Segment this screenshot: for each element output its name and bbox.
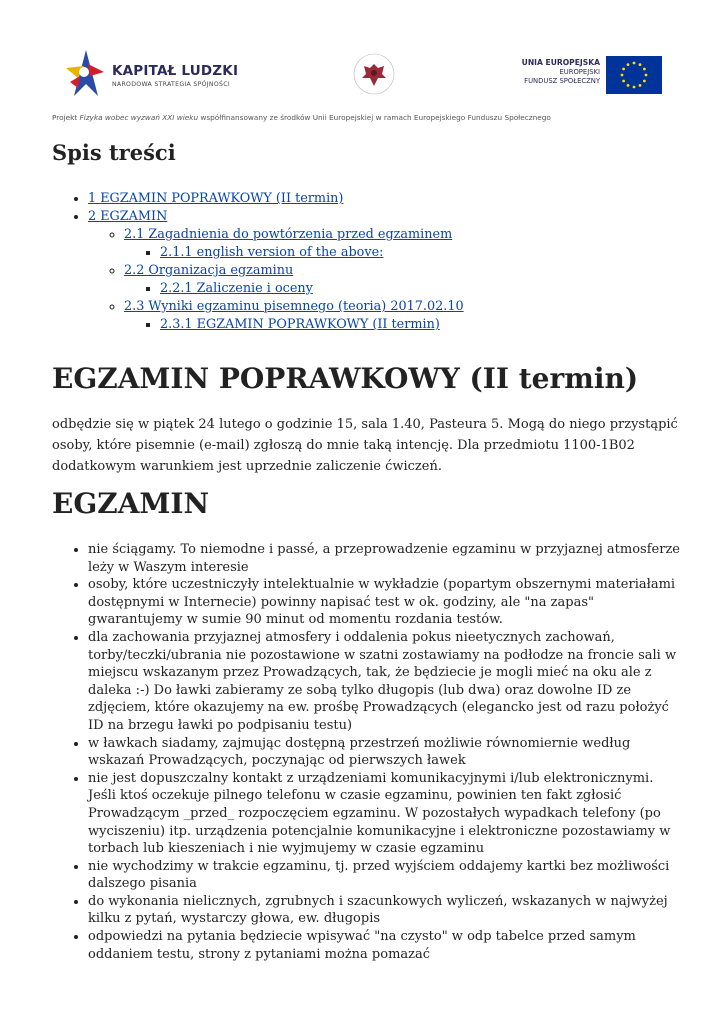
toc-item bbox=[124, 298, 464, 334]
toc-link[interactable]: 2.2 Organizacja egzaminu bbox=[124, 263, 294, 278]
toc-item bbox=[160, 280, 464, 298]
section-heading-egzamin: EGZAMIN bbox=[52, 487, 210, 520]
kapital-ludzki-emblem-icon bbox=[64, 48, 108, 98]
section-heading-egzamin-poprawkowy: EGZAMIN POPRAWKOWY (II termin) bbox=[52, 362, 639, 395]
exam-rules-list bbox=[52, 541, 684, 963]
list-item: • nie wychodzimy w trakcie egzaminu, tj. przed wyjściem oddajemy kartki bez możliwości dalszego pisania bbox=[88, 858, 684, 893]
toc-item bbox=[124, 262, 464, 298]
kapital-ludzki-subtitle: NARODOWA STRATEGIA SPÓJNOŚCI bbox=[112, 81, 230, 88]
list-item: • nie ściągamy. To niemodne i passé, a przeprowadzenie egzaminu w przyjaznej atmosferze leży w Waszym interesie bbox=[88, 541, 684, 576]
page-header bbox=[0, 0, 725, 135]
toc-link[interactable]: 2.2.1 Zaliczenie i oceny bbox=[160, 281, 313, 296]
toc-item bbox=[160, 244, 464, 262]
kapital-ludzki-title: KAPITAŁ LUDZKI bbox=[112, 63, 239, 79]
table-of-contents bbox=[52, 190, 464, 334]
project-funding-line: Projekt Fizyka wobec wyzwań XXI wieku współfinansowany ze środków Unii Europejskiej w ramach Europejskiego Funduszu Społecznego bbox=[52, 113, 551, 122]
list-item: • nie jest dopuszczalny kontakt z urządzeniami komunikacyjnymi i/lub elektronicznymi. Jeśli ktoś oczekuje pilnego telefonu w czasie egzaminu, powinien ten fakt zgłosić Prowadzącym _przed_ rozpoczęciem egzaminu. W pozostałych wypadkach telefony (po wyciszeniu) itp. urządzenia potencjalnie komunikacyjne i elektroniczne pozostawiamy w torbach lub kieszeniach i nie wyjmujemy w czasie egzaminu bbox=[88, 770, 684, 858]
toc-link[interactable]: 2.1 Zagadnienia do powtórzenia przed egzaminem bbox=[124, 227, 453, 242]
kapital-ludzki-logo bbox=[64, 48, 244, 98]
list-item: • do wykonania nielicznych, zgrubnych i szacunkowych wyliczeń, wskazanych w najwyżej kilku z pytań, wystarczy głowa, ew. długopis bbox=[88, 893, 684, 928]
toc-link[interactable]: 2.3 Wyniki egzaminu pisemnego (teoria) 2017.02.10 bbox=[124, 299, 464, 314]
toc-link[interactable]: 2 EGZAMIN bbox=[88, 209, 168, 224]
list-item: • dla zachowania przyjaznej atmosfery i oddalenia pokus nieetycznych zachowań, torby/teczki/ubrania nie pozostawione w szatni zostawiamy na podłodze na froncie sali w miejscu wskazanym przez Prowadzących, tak, że będziecie je mogli mieć na oku ale z daleka :-) Do ławki zabieramy ze sobą tylko długopis (lub dwa) oraz dowolne ID ze zdjęciem, które okazujemy na ew. prośbę Prowadzących (elegancko jest od razu położyć ID na brzegu ławki po podpisaniu testu) bbox=[88, 629, 684, 735]
toc-item bbox=[88, 190, 464, 208]
toc-link[interactable]: 1 EGZAMIN POPRAWKOWY (II termin) bbox=[88, 191, 344, 206]
eu-fund-logo bbox=[520, 56, 662, 96]
toc-link[interactable]: 2.3.1 EGZAMIN POPRAWKOWY (II termin) bbox=[160, 317, 440, 332]
toc-link[interactable]: 2.1.1 english version of the above: bbox=[160, 245, 384, 260]
eu-label: UNIA EUROPEJSKA bbox=[521, 58, 600, 67]
eu-fund-label-2: FUNDUSZ SPOŁECZNY bbox=[524, 77, 600, 85]
toc-item bbox=[160, 316, 464, 334]
eu-flag-icon bbox=[606, 56, 662, 94]
list-item: • w ławkach siadamy, zajmując dostępną przestrzeń możliwie równomiernie według wskazań Prowadzących, poczynając od pierwszych ławek bbox=[88, 735, 684, 770]
section-paragraph: odbędzie się w piątek 24 lutego o godzinie 15, sala 1.40, Pasteura 5. Mogą do niego przystąpić osoby, które pisemnie (e-mail) zgłoszą do mnie taką intencję. Dla przedmiotu 1100-1B02 dodatkowym warunkiem jest uprzednie zaliczenie ćwiczeń. bbox=[52, 417, 678, 474]
toc-item bbox=[88, 208, 464, 334]
list-item: • odpowiedzi na pytania będziecie wpisywać "na czysto" w odp tabelce przed samym oddaniem testu, strony z pytaniami można pomazać bbox=[88, 928, 684, 963]
university-of-warsaw-logo bbox=[352, 52, 396, 96]
toc-title: Spis treści bbox=[52, 140, 176, 165]
toc-item bbox=[124, 226, 464, 262]
eu-fund-label-1: EUROPEJSKI bbox=[559, 68, 600, 76]
project-title: Fizyka wobec wyzwań XXI wieku bbox=[79, 113, 199, 122]
eagle-seal-icon bbox=[352, 52, 396, 96]
list-item: • osoby, które uczestniczyły intelektualnie w wykładzie (popartym obszernymi materiałami dostępnymi w Internecie) powinny napisać test w ok. godziny, ale "na zapas" gwarantujemy w sumie 90 minut od momentu rozdania testów. bbox=[88, 576, 684, 629]
